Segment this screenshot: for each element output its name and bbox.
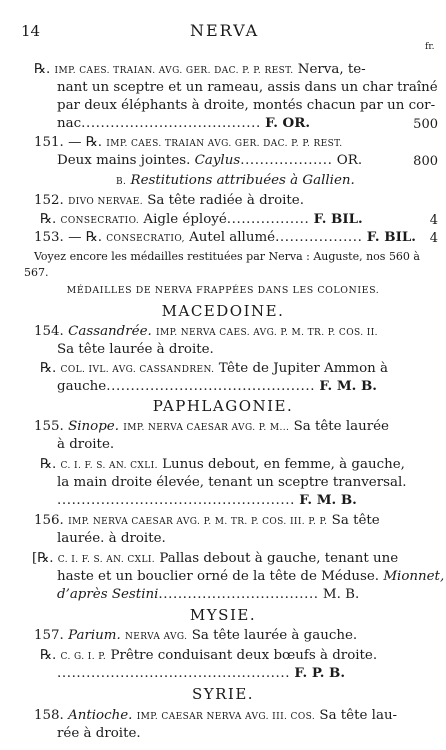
section-heading: PAPHLAGONIE. xyxy=(152,397,294,415)
note-line: 567. xyxy=(24,266,49,279)
text-line: ℞. C. I. F. S. AN. CXLI. Lunus debout, en femme, à gauche, xyxy=(40,457,405,472)
text-line: ℞. COL. IVL. AVG. CASSANDREN. Tête de Jupiter Ammon à xyxy=(40,361,389,376)
text-line: la main droite élevée, tenant un sceptre tranversal. xyxy=(57,475,407,490)
text-line: 151. — ℞. IMP. CAES. TRAIAN AVG. GER. DAC. P. P. REST. xyxy=(34,135,343,150)
price: 4 xyxy=(429,231,438,246)
text-line: laurée. à droite. xyxy=(57,531,166,546)
text-line: ................................................. F. M. B. xyxy=(57,492,357,508)
text-line: Deux mains jointes. Caylus................... OR. xyxy=(57,153,363,168)
subsection-heading: B. Restitutions attribuées à Gallien. xyxy=(116,173,355,188)
text-line: ℞. C. G. I. P. Prêtre conduisant deux bœufs à droite. xyxy=(40,648,378,663)
section-heading: MYSIE. xyxy=(189,606,257,624)
running-title: NERVA xyxy=(190,21,260,40)
column-unit-label: fr. xyxy=(425,42,435,52)
text-line: ℞. CONSECRATIO. Aigle éployé................. F. BIL. xyxy=(40,211,363,227)
text-line: 157. Parium. NERVA AVG. Sa tête laurée à gauche. xyxy=(34,628,358,643)
text-line: d’après Sestini................................. M. B. xyxy=(57,587,360,602)
text-line: 153. — ℞. CONSECRATIO, Autel allumé.................. F. BIL. xyxy=(34,229,416,245)
section-heading: MACEDOINE. xyxy=(161,302,285,320)
text-line: 158. Antioche. IMP. CAESAR NERVA AVG. III. COS. Sa tête lau- xyxy=(34,708,398,723)
text-line: haste et un bouclier orné de la tête de Méduse. Mionnet, xyxy=(57,569,445,584)
price: 800 xyxy=(413,154,438,169)
price: 4 xyxy=(429,213,438,228)
note-line: Voyez encore les médailles restituées par Nerva : Auguste, nos 560 à xyxy=(34,250,420,263)
text-line: nant un sceptre et un rameau, assis dans un char traîné xyxy=(57,80,438,95)
text-line: 154. Cassandrée. IMP. NERVA CAES. AVG. P. M. TR. P. COS. II. xyxy=(34,324,378,339)
section-heading: SYRIE. xyxy=(191,685,255,703)
text-line: rée à droite. xyxy=(57,726,141,741)
page-number: 14 xyxy=(21,22,41,40)
text-line: à droite. xyxy=(57,437,115,452)
text-line: 152. DIVO NERVAE. Sa tête radiée à droite. xyxy=(34,193,304,208)
text-line: [℞. C. I. F. S. AN. CXLI. Pallas debout à gauche, tenant une xyxy=(32,551,399,566)
text-line: par deux éléphants à droite, montés chacun par un cor- xyxy=(57,98,436,113)
text-line: Sa tête laurée à droite. xyxy=(57,342,214,357)
colonies-heading: MÉDAILLES DE NERVA FRAPPÉES DANS LES COLONIES. xyxy=(66,285,380,296)
text-line: 155. Sinope. IMP. NERVA CAESAR AVG. P. M... Sa tête laurée xyxy=(34,419,389,434)
text-line: nac..................................... F. OR. xyxy=(57,115,311,131)
text-line: gauche........................................... F. M. B. xyxy=(57,378,377,394)
text-line: 156. IMP. NERVA CAESAR AVG. P. M. TR. P. COS. III. P. P. Sa tête xyxy=(34,513,380,528)
text-line: ................................................ F. P. B. xyxy=(57,665,346,681)
price: 500 xyxy=(413,117,438,132)
text-line: ℞. IMP. CAES. TRAIAN. AVG. GER. DAC. P. P. REST. Nerva, te- xyxy=(34,62,366,77)
